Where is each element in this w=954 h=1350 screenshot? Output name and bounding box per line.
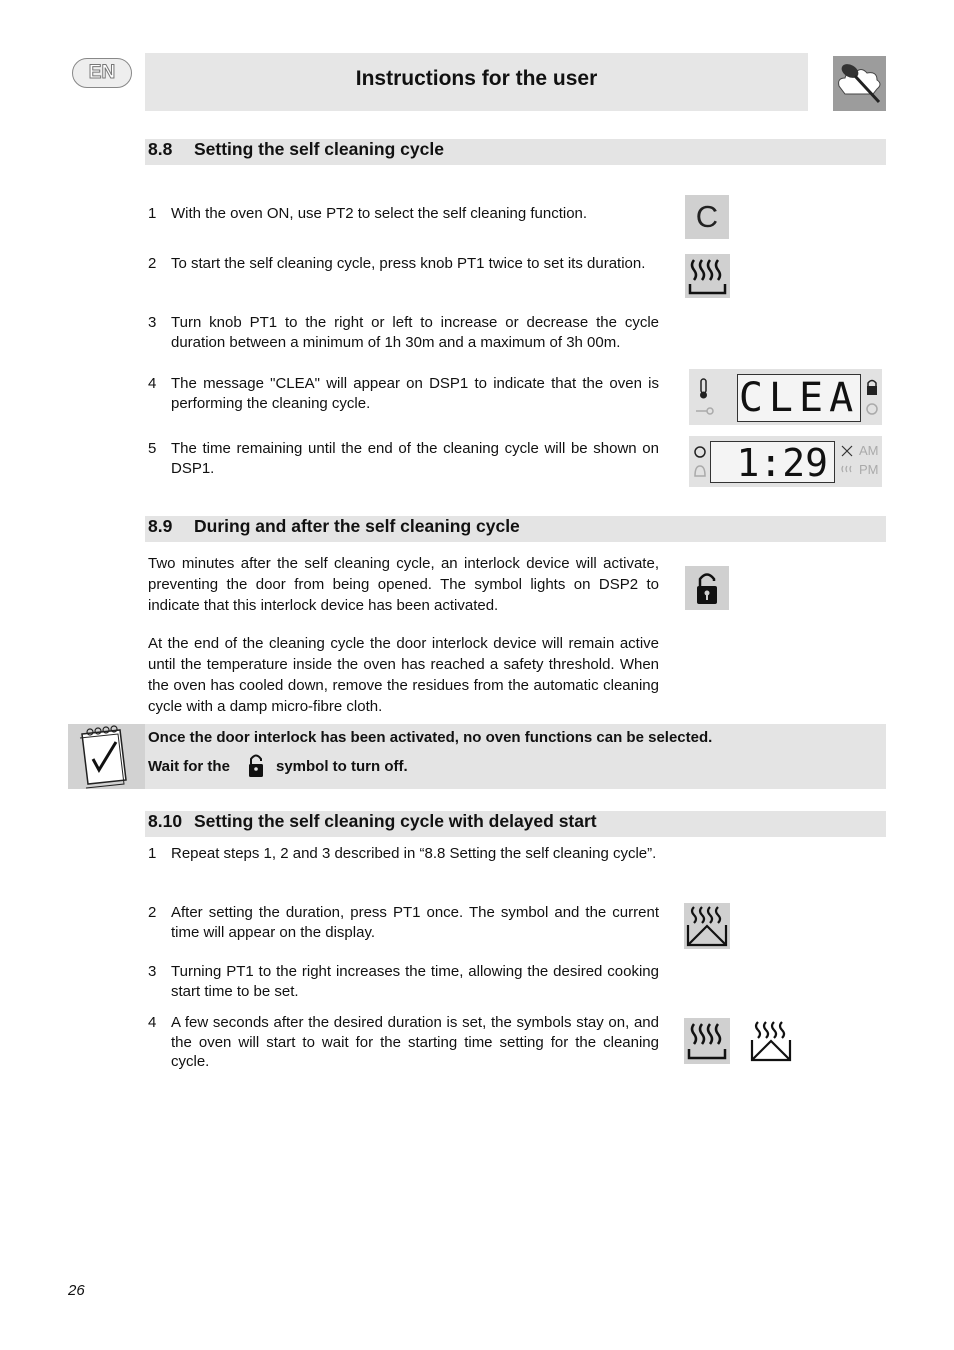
step-text: Repeat steps 1, 2 and 3 described in “8.8 Setting the self cleaning cycle”. [171,845,657,862]
paragraph: At the end of the cleaning cycle the door interlock device will remain active until the temperature inside the oven has reached a safety threshold. When the oven has cooled down, remove the residues from the automatic cleaning cycle with a damp micro-fibre cloth. [148,635,659,715]
section-8-8-title: Setting the self cleaning cycle [194,139,444,159]
display-time-text: 1:29 [710,441,835,483]
section-8-10-number: 8.10 [148,811,183,831]
note-pad-icon-box [68,724,145,789]
section-8-8-number: 8.8 [148,139,173,159]
chef-spoon-icon [833,56,886,111]
cleaning-duration-icon [685,254,730,298]
thermometer-key-icon [692,373,714,421]
step-number: 2 [148,255,157,272]
note-line-2-start: Wait for the [148,758,230,775]
step-text: To start the self cleaning cycle, press knob PT1 twice to set its duration. [171,255,646,272]
step-number: 3 [148,963,157,980]
step-text: A few seconds after the desired duration is set, the symbols stay on, and the oven will start to wait for the starting time setting for the cleaning cycle. [171,1014,659,1070]
delayed-clean-small-icon [840,444,854,480]
step-number: 2 [148,904,157,921]
pm-indicator: PM [859,462,879,477]
lock-m-icon [865,377,879,417]
display-clea-panel [689,369,882,425]
step-number: 3 [148,314,157,331]
step-number: 1 [148,845,157,862]
door-lock-icon [685,566,729,610]
delayed-clean-icon [748,1018,794,1064]
self-clean-function-icon: C [685,195,729,239]
am-indicator: AM [859,443,879,458]
language-badge: EN [72,58,132,88]
step-text: Turning PT1 to the right increases the time, allowing the desired cooking start time to be set. [171,963,659,1000]
step-text: The message "CLEA" will appear on DSP1 to indicate that the oven is performing the cleaning cycle. [171,375,659,412]
step-number: 1 [148,205,157,222]
lock-icon-inline [246,752,266,780]
display-clea-text: CLEA [738,375,860,421]
display-time-panel [689,436,882,487]
section-8-9-title: During and after the self cleaning cycle [194,516,520,536]
note-line-1: Once the door interlock has been activated, no oven functions can be selected. [148,729,713,746]
step-text: Turn knob PT1 to the right or left to increase or decrease the cycle duration between a minimum of 1h 30m and a maximum of 3h 00m. [171,314,659,351]
delayed-clean-icon [684,903,730,949]
page-title: Instructions for the user [355,67,598,90]
note-line-2-end: symbol to turn off. [276,758,408,775]
clock-bell-icon [692,442,708,482]
step-number: 5 [148,440,157,457]
section-8-9-number: 8.9 [148,516,173,536]
paragraph: Two minutes after the self cleaning cycle, an interlock device will activate, preventing the door from being opened. The symbol lights on DSP2 to indicate that this interlock device has been activated. [148,555,659,614]
step-text: After setting the duration, press PT1 once. The symbol and the current time will appear on the display. [171,904,659,941]
step-text: The time remaining until the end of the cleaning cycle will be shown on DSP1. [171,440,659,477]
section-8-10-title: Setting the self cleaning cycle with delayed start [194,811,597,831]
step-number: 4 [148,375,157,392]
step-text: With the oven ON, use PT2 to select the self cleaning function. [171,205,588,222]
step-number: 4 [148,1014,157,1031]
page-number: 26 [68,1282,85,1299]
cleaning-duration-icon [684,1018,730,1064]
